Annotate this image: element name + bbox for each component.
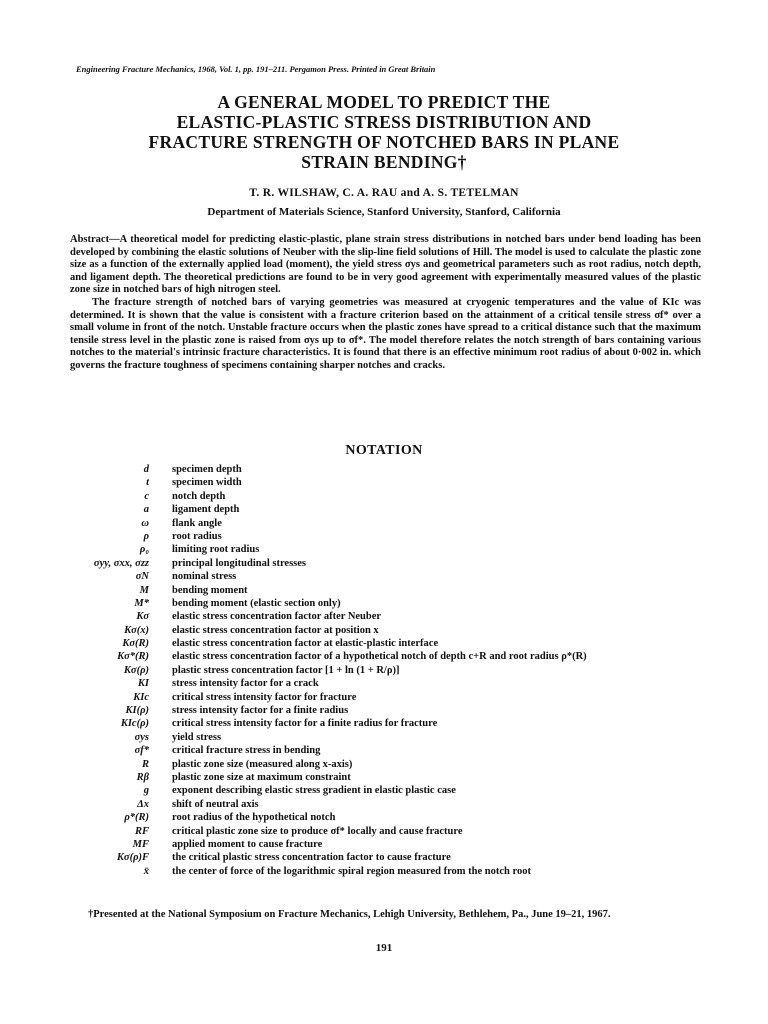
page-number: 191 bbox=[375, 942, 393, 954]
notation-symbol: RF bbox=[134, 825, 149, 837]
notation-row bbox=[60, 463, 720, 476]
notation-definition: bending moment bbox=[172, 584, 248, 596]
abstract-text-1: —A theoretical model for predicting elastic-plastic, plane strain stress distributions in notched bars under bend loading has been developed by combining the elastic solutions of Neuber with the slip-line field solutions of Hill. The model is used to calculate the plastic zone size as a function of the externally applied load (moment), the yield stress σys and geometrical parameters such as root radius, notch depth, and ligament depth. The theoretical predictions are found to be in very good agreement with experimentally measured values of the plastic zone size in notched bars of high nitrogen steel. bbox=[70, 234, 701, 296]
notation-row bbox=[60, 744, 720, 757]
notation-symbol: R bbox=[141, 758, 149, 770]
notation-definition: ligament depth bbox=[172, 504, 240, 516]
notation-definition: limiting root radius bbox=[172, 544, 260, 556]
abstract-paragraph-1 bbox=[70, 234, 701, 297]
notation-symbol: Kσ bbox=[136, 611, 149, 623]
notation-symbol: d bbox=[143, 464, 149, 475]
footnote: †Presented at the National Symposium on Fracture Mechanics, Lehigh University, Bethlehem, Pa., June 19–21, 1967. bbox=[88, 909, 611, 920]
notation-row bbox=[60, 490, 720, 503]
notation-row bbox=[60, 771, 720, 784]
notation-row bbox=[60, 530, 720, 543]
notation-definition: plastic zone size (measured along x-axis) bbox=[172, 758, 353, 770]
notation-symbol: Kσ(ρ)F bbox=[116, 852, 149, 864]
notation-row bbox=[60, 624, 720, 637]
notation-symbol: M* bbox=[134, 597, 149, 609]
journal-citation: Engineering Fracture Mechanics, 1968, Vol. 1, pp. 191–211. Pergamon Press. Printed in Great Britain bbox=[76, 64, 436, 74]
notation-symbol: KIc bbox=[133, 691, 149, 703]
notation-definition: stress intensity factor for a crack bbox=[172, 678, 319, 690]
notation-row bbox=[60, 798, 720, 811]
notation-definition: elastic stress concentration factor at position x bbox=[172, 624, 379, 636]
notation-row bbox=[60, 838, 720, 851]
notation-symbol: KIc(ρ) bbox=[120, 718, 149, 730]
notation-row bbox=[60, 570, 720, 583]
notation-row bbox=[60, 691, 720, 704]
notation-definition: the critical plastic stress concentration factor to cause fracture bbox=[172, 852, 451, 864]
notation-definition: flank angle bbox=[172, 517, 222, 529]
notation-row bbox=[60, 543, 720, 556]
abstract-paragraph-2: The fracture strength of notched bars of varying geometries was measured at cryogenic temperatures and the value of KIc was determined. It is shown that the value is consistent with a fracture criterion based on the attainment of a critical tensile stress σf* over a small volume in front of the notch. Unstable fracture occurs when the plastic zones have spread to a critical distance such that the maximum tensile stress level in the plastic zone is raised from σys up to σf*. The model therefore relates the notch strength of bars containing various notches to the material's intrinsic fracture characteristics. It is found that there is an effective minimum root radius of about 0·002 in. which governs the fracture toughness of specimens containing sharper notches and cracks. bbox=[70, 296, 701, 371]
notation-row bbox=[60, 650, 720, 663]
title-line: ELASTIC-PLASTIC STRESS DISTRIBUTION AND bbox=[176, 112, 592, 132]
title-line: FRACTURE STRENGTH OF NOTCHED BARS IN PLANE bbox=[148, 132, 620, 152]
notation-definition: root radius bbox=[172, 530, 222, 542]
paper-title bbox=[40, 92, 728, 172]
notation-definition: yield stress bbox=[172, 731, 222, 743]
notation-definition: specimen width bbox=[172, 477, 242, 489]
notation-symbol: MF bbox=[132, 838, 149, 850]
abstract bbox=[70, 234, 701, 373]
author-list: T. R. WILSHAW, C. A. RAU and A. S. TETELMAN bbox=[249, 187, 519, 199]
notation-row bbox=[60, 704, 720, 717]
notation-symbol: Kσ*(R) bbox=[117, 651, 149, 663]
notation-definition: critical plastic zone size to produce σf* locally and cause fracture bbox=[172, 825, 463, 837]
notation-row bbox=[60, 731, 720, 744]
notation-definition: shift of neutral axis bbox=[172, 798, 259, 810]
notation-symbol: c bbox=[144, 490, 149, 502]
notation-row bbox=[60, 717, 720, 730]
notation-row bbox=[60, 597, 720, 610]
notation-symbol: a bbox=[143, 504, 149, 516]
notation-symbol: t bbox=[146, 477, 149, 489]
notation-row bbox=[60, 825, 720, 838]
notation-symbol: g bbox=[143, 785, 149, 797]
notation-definition: exponent describing elastic stress gradient in elastic plastic case bbox=[172, 785, 456, 797]
abstract-label: Abstract bbox=[70, 234, 110, 245]
notation-definition: notch depth bbox=[172, 490, 226, 502]
notation-symbol: Kσ(R) bbox=[122, 638, 149, 650]
notation-symbol: Δx bbox=[137, 798, 149, 810]
notation-symbol: M bbox=[139, 584, 149, 596]
notation-definition: elastic stress concentration factor after Neuber bbox=[172, 611, 382, 623]
notation-row bbox=[60, 503, 720, 516]
notation-symbol: σyy, σxx, σzz bbox=[93, 557, 149, 569]
notation-definition: elastic stress concentration factor of a hypothetical notch of depth c+R and root radius ρ*(R) bbox=[172, 651, 587, 663]
notation-row bbox=[60, 865, 720, 878]
notation-symbol: Kσ(ρ) bbox=[123, 664, 149, 676]
notation-symbol: KI(ρ) bbox=[125, 705, 149, 717]
notation-definition: critical stress intensity factor for fracture bbox=[172, 691, 357, 703]
notation-definition: specimen depth bbox=[172, 464, 242, 475]
notation-row bbox=[60, 637, 720, 650]
notation-definition: applied moment to cause fracture bbox=[172, 838, 323, 850]
notation-definition: stress intensity factor for a finite radius bbox=[172, 705, 349, 717]
notation-row bbox=[60, 664, 720, 677]
notation-row bbox=[60, 584, 720, 597]
notation-symbol: ρ*(R) bbox=[124, 812, 149, 824]
notation-symbol: KI bbox=[137, 678, 149, 690]
notation-symbol: ρ bbox=[143, 530, 149, 542]
notation-row bbox=[60, 517, 720, 530]
notation-definition: nominal stress bbox=[172, 571, 237, 583]
notation-row bbox=[60, 758, 720, 771]
notation-symbol: σys bbox=[134, 731, 149, 743]
notation-definition: critical fracture stress in bending bbox=[172, 745, 321, 757]
title-line: STRAIN BENDING† bbox=[301, 152, 467, 172]
notation-heading: NOTATION bbox=[345, 443, 423, 458]
notation-definition: bending moment (elastic section only) bbox=[172, 597, 341, 609]
notation-definition: plastic zone size at maximum constraint bbox=[172, 771, 351, 783]
notation-symbol: σf* bbox=[134, 745, 149, 757]
notation-symbol: ρ₀ bbox=[139, 544, 149, 556]
notation-definition: elastic stress concentration factor at elastic-plastic interface bbox=[172, 638, 439, 650]
affiliation: Department of Materials Science, Stanford University, Stanford, California bbox=[207, 206, 561, 218]
notation-symbol: Kσ(x) bbox=[124, 624, 149, 636]
notation-row bbox=[60, 476, 720, 489]
notation-row bbox=[60, 811, 720, 824]
notation-symbol: ω bbox=[141, 517, 149, 529]
notation-definition: the center of force of the logarithmic spiral region measured from the notch root bbox=[172, 865, 531, 877]
notation-row bbox=[60, 677, 720, 690]
notation-symbol: Rβ bbox=[136, 771, 149, 783]
notation-row bbox=[60, 557, 720, 570]
title-line: A GENERAL MODEL TO PREDICT THE bbox=[217, 92, 551, 112]
notation-definition: principal longitudinal stresses bbox=[172, 557, 306, 569]
notation-symbol: σN bbox=[135, 571, 149, 583]
notation-row bbox=[60, 610, 720, 623]
notation-row bbox=[60, 784, 720, 797]
notation-definition: critical stress intensity factor for a finite radius for fracture bbox=[172, 718, 438, 730]
notation-definition: root radius of the hypothetical notch bbox=[172, 812, 336, 824]
notation-list bbox=[60, 463, 720, 878]
notation-definition: plastic stress concentration factor [1 + ln (1 + R/ρ)] bbox=[172, 664, 400, 676]
notation-row bbox=[60, 851, 720, 864]
notation-symbol: x̄ bbox=[143, 865, 149, 877]
